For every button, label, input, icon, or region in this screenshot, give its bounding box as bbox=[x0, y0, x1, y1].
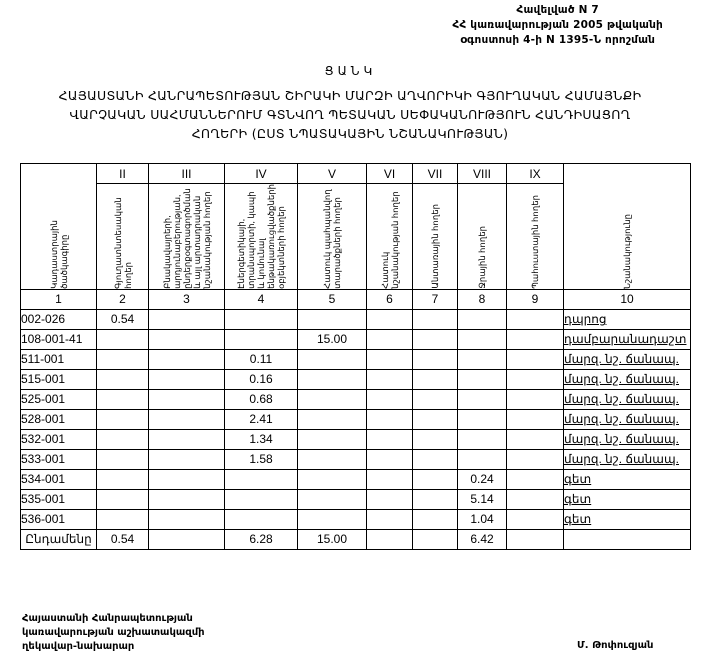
header-reserve: Պահուստային հողեր bbox=[507, 184, 564, 290]
cell-energy-transport bbox=[225, 489, 298, 509]
table-row bbox=[21, 309, 691, 329]
cell-reserve bbox=[507, 329, 564, 349]
cell-settlements bbox=[149, 349, 225, 369]
document-title bbox=[20, 86, 680, 143]
cell-special bbox=[367, 449, 413, 469]
cell-settlements bbox=[149, 449, 225, 469]
list-title: ՑԱՆԿ bbox=[324, 64, 377, 78]
col-num-3: 3 bbox=[149, 289, 225, 309]
header-settlements-industry: Բնակավայրերի, արդյունաբերության, ընդերքօգտագործման և այլ արտադրական նշանակության հողեր bbox=[149, 184, 225, 290]
total-settlements bbox=[149, 529, 225, 549]
table-row bbox=[21, 349, 691, 369]
cell-water bbox=[458, 389, 507, 409]
cell-settlements bbox=[149, 309, 225, 329]
total-special bbox=[367, 529, 413, 549]
cell-energy-transport: 1.58 bbox=[225, 449, 298, 469]
cell-energy-transport: 1.34 bbox=[225, 429, 298, 449]
cell-special bbox=[367, 369, 413, 389]
annex-decision-date: օգոստոսի 4-ի N 1395-Ն որոշման bbox=[460, 34, 656, 46]
cell-water bbox=[458, 369, 507, 389]
header-protected-areas: Հատուկ պահպանվող տարածքների հողեր bbox=[298, 184, 367, 290]
cell-energy-transport bbox=[225, 509, 298, 529]
roman-iii: III bbox=[149, 164, 225, 184]
roman-v: V bbox=[298, 164, 367, 184]
cell-special bbox=[367, 309, 413, 329]
total-energy-transport: 6.28 bbox=[225, 529, 298, 549]
cell-reserve bbox=[507, 389, 564, 409]
cell-settlements bbox=[149, 509, 225, 529]
cell-reserve bbox=[507, 489, 564, 509]
total-forest bbox=[413, 529, 458, 549]
cell-protected bbox=[298, 509, 367, 529]
land-table bbox=[20, 163, 691, 550]
col-num-5: 5 bbox=[298, 289, 367, 309]
table-row bbox=[21, 389, 691, 409]
roman-iv: IV bbox=[225, 164, 298, 184]
cell-water: 1.04 bbox=[458, 509, 507, 529]
title-line-1: ՀԱՅԱՍՏԱՆԻ ՀԱՆՐԱՊԵՏՈՒԹՅԱՆ ՇԻՐԱԿԻ ՄԱՐԶԻ ԱՂՎՈՐԻԿԻ ԳՅՈՒՂԱԿԱՆ ՀԱՄԱՅՆՔԻ bbox=[58, 88, 642, 103]
total-row bbox=[21, 529, 691, 549]
cell-reserve bbox=[507, 429, 564, 449]
cell-forest bbox=[413, 389, 458, 409]
table-row bbox=[21, 409, 691, 429]
annex-decision-line: ՀՀ կառավարության 2005 թվականի bbox=[452, 19, 663, 31]
cell-agricultural bbox=[97, 509, 149, 529]
cell-purpose: մարզ. նշ. ճանապ. bbox=[564, 369, 691, 389]
header-energy-transport: Էներգետիկայի, տրանսպորտի, կապի և կոմունալ ենթակառուցվածքների օբյեկտների հողեր bbox=[225, 184, 298, 290]
cell-cadastral-code: 535-001 bbox=[21, 489, 97, 509]
cell-special bbox=[367, 349, 413, 369]
signatory-line-1: Հայաստանի Հանրապետության bbox=[22, 613, 193, 624]
cell-reserve bbox=[507, 509, 564, 529]
header-special-purpose: Հատուկ նշանակության հողեր bbox=[367, 184, 413, 290]
cell-forest bbox=[413, 469, 458, 489]
cell-agricultural bbox=[97, 389, 149, 409]
total-agricultural: 0.54 bbox=[97, 529, 149, 549]
total-label: Ընդամենը bbox=[21, 529, 97, 549]
cell-purpose: մարզ. նշ. ճանապ. bbox=[564, 409, 691, 429]
cell-cadastral-code: 525-001 bbox=[21, 389, 97, 409]
total-protected: 15.00 bbox=[298, 529, 367, 549]
roman-header-row bbox=[21, 164, 691, 184]
total-purpose bbox=[564, 529, 691, 549]
cell-water bbox=[458, 329, 507, 349]
cell-protected bbox=[298, 429, 367, 449]
cell-settlements bbox=[149, 469, 225, 489]
cell-settlements bbox=[149, 489, 225, 509]
cell-cadastral-code: 534-001 bbox=[21, 469, 97, 489]
cell-water bbox=[458, 349, 507, 369]
cell-cadastral-code: 108-001-41 bbox=[21, 329, 97, 349]
cell-cadastral-code: 536-001 bbox=[21, 509, 97, 529]
cell-reserve bbox=[507, 309, 564, 329]
cell-energy-transport bbox=[225, 469, 298, 489]
cell-water: 0.24 bbox=[458, 469, 507, 489]
cell-protected bbox=[298, 349, 367, 369]
cell-energy-transport: 0.68 bbox=[225, 389, 298, 409]
cell-protected bbox=[298, 309, 367, 329]
cell-forest bbox=[413, 329, 458, 349]
cell-water bbox=[458, 409, 507, 429]
header-water: Ջրային հողեր bbox=[458, 184, 507, 290]
roman-vii: VII bbox=[413, 164, 458, 184]
signatory-line-2: կառավարության աշխատակազմի bbox=[22, 627, 205, 638]
cell-agricultural bbox=[97, 449, 149, 469]
signatory-line-3: ղեկավար-նախարար bbox=[22, 641, 135, 652]
header-purpose: Նշանակությունը bbox=[564, 164, 691, 290]
cell-special bbox=[367, 469, 413, 489]
cell-purpose: մարզ. նշ. ճանապ. bbox=[564, 389, 691, 409]
cell-reserve bbox=[507, 449, 564, 469]
cell-agricultural bbox=[97, 349, 149, 369]
cell-energy-transport: 2.41 bbox=[225, 409, 298, 429]
title-line-3: ՀՈՂԵՐԻ (ԸՍՏ ՆՊԱՏԱԿԱՅԻՆ ՆՇԱՆԱԿՈՒԹՅԱՆ) bbox=[191, 126, 509, 141]
column-number-row bbox=[21, 289, 691, 309]
cell-forest bbox=[413, 369, 458, 389]
col-num-7: 7 bbox=[413, 289, 458, 309]
cell-agricultural bbox=[97, 469, 149, 489]
col-num-1: 1 bbox=[21, 289, 97, 309]
cell-purpose: մարզ. նշ. ճանապ. bbox=[564, 349, 691, 369]
cell-water bbox=[458, 429, 507, 449]
table-row bbox=[21, 369, 691, 389]
cell-settlements bbox=[149, 389, 225, 409]
cell-purpose: դամբարանադաշտ bbox=[564, 329, 691, 349]
table-row bbox=[21, 429, 691, 449]
cell-protected bbox=[298, 389, 367, 409]
cell-cadastral-code: 515-001 bbox=[21, 369, 97, 389]
cell-water bbox=[458, 309, 507, 329]
col-num-10: 10 bbox=[564, 289, 691, 309]
cell-cadastral-code: 533-001 bbox=[21, 449, 97, 469]
cell-purpose: մարզ. նշ. ճանապ. bbox=[564, 449, 691, 469]
roman-vi: VI bbox=[367, 164, 413, 184]
cell-reserve bbox=[507, 369, 564, 389]
cell-forest bbox=[413, 349, 458, 369]
cell-purpose: գետ bbox=[564, 509, 691, 529]
cell-cadastral-code: 528-001 bbox=[21, 409, 97, 429]
col-num-4: 4 bbox=[225, 289, 298, 309]
cell-settlements bbox=[149, 429, 225, 449]
cell-protected bbox=[298, 489, 367, 509]
cell-agricultural bbox=[97, 329, 149, 349]
annex-number: Հավելված N 7 bbox=[516, 4, 599, 16]
annex-reference bbox=[452, 3, 663, 48]
cell-agricultural bbox=[97, 409, 149, 429]
roman-ix: IX bbox=[507, 164, 564, 184]
cell-water bbox=[458, 449, 507, 469]
cell-water: 5.14 bbox=[458, 489, 507, 509]
table-row bbox=[21, 489, 691, 509]
cell-settlements bbox=[149, 369, 225, 389]
signatory-name: Մ. Թոփուզյան bbox=[577, 640, 654, 651]
cell-reserve bbox=[507, 409, 564, 429]
cell-protected bbox=[298, 449, 367, 469]
table-row bbox=[21, 329, 691, 349]
cell-special bbox=[367, 389, 413, 409]
cell-reserve bbox=[507, 469, 564, 489]
cell-protected bbox=[298, 369, 367, 389]
header-cadastral-code: Կադաստրային ծածկագիրը bbox=[21, 164, 97, 290]
roman-ii: II bbox=[97, 164, 149, 184]
cell-energy-transport: 0.11 bbox=[225, 349, 298, 369]
cell-purpose: գետ bbox=[564, 489, 691, 509]
header-forest: Անտառային հողեր bbox=[413, 184, 458, 290]
cell-purpose: մարզ. նշ. ճանապ. bbox=[564, 429, 691, 449]
cell-cadastral-code: 002-026 bbox=[21, 309, 97, 329]
cell-agricultural: 0.54 bbox=[97, 309, 149, 329]
cell-agricultural bbox=[97, 489, 149, 509]
cell-protected bbox=[298, 409, 367, 429]
cell-forest bbox=[413, 409, 458, 429]
table-body bbox=[21, 309, 691, 529]
cell-agricultural bbox=[97, 429, 149, 449]
cell-forest bbox=[413, 489, 458, 509]
col-num-8: 8 bbox=[458, 289, 507, 309]
col-num-6: 6 bbox=[367, 289, 413, 309]
cell-reserve bbox=[507, 349, 564, 369]
roman-viii: VIII bbox=[458, 164, 507, 184]
cell-purpose: գետ bbox=[564, 469, 691, 489]
cell-protected: 15.00 bbox=[298, 329, 367, 349]
cell-special bbox=[367, 429, 413, 449]
cell-settlements bbox=[149, 329, 225, 349]
cell-cadastral-code: 532-001 bbox=[21, 429, 97, 449]
total-water: 6.42 bbox=[458, 529, 507, 549]
cell-forest bbox=[413, 509, 458, 529]
cell-special bbox=[367, 329, 413, 349]
cell-energy-transport bbox=[225, 309, 298, 329]
cell-forest bbox=[413, 449, 458, 469]
total-reserve bbox=[507, 529, 564, 549]
table-row bbox=[21, 469, 691, 489]
header-agricultural: Գյուղատնտեսական հողեր bbox=[97, 184, 149, 290]
cell-cadastral-code: 511-001 bbox=[21, 349, 97, 369]
cell-energy-transport bbox=[225, 329, 298, 349]
title-line-2: ՎԱՐՉԱԿԱՆ ՍԱՀՄԱՆՆԵՐՈՒՄ ԳՏՆՎՈՂ ՊԵՏԱԿԱՆ ՍԵՓԱԿԱՆՈՒԹՅՈՒՆ ՀԱՆԴԻՍԱՑՈՂ bbox=[69, 107, 631, 122]
table-row bbox=[21, 509, 691, 529]
cell-agricultural bbox=[97, 369, 149, 389]
cell-forest bbox=[413, 429, 458, 449]
cell-special bbox=[367, 509, 413, 529]
cell-settlements bbox=[149, 409, 225, 429]
table-row bbox=[21, 449, 691, 469]
col-num-2: 2 bbox=[97, 289, 149, 309]
cell-special bbox=[367, 489, 413, 509]
cell-special bbox=[367, 409, 413, 429]
cell-forest bbox=[413, 309, 458, 329]
cell-protected bbox=[298, 469, 367, 489]
cell-purpose: դպրոց bbox=[564, 309, 691, 329]
cell-energy-transport: 0.16 bbox=[225, 369, 298, 389]
signatory-title bbox=[22, 612, 205, 654]
col-num-9: 9 bbox=[507, 289, 564, 309]
